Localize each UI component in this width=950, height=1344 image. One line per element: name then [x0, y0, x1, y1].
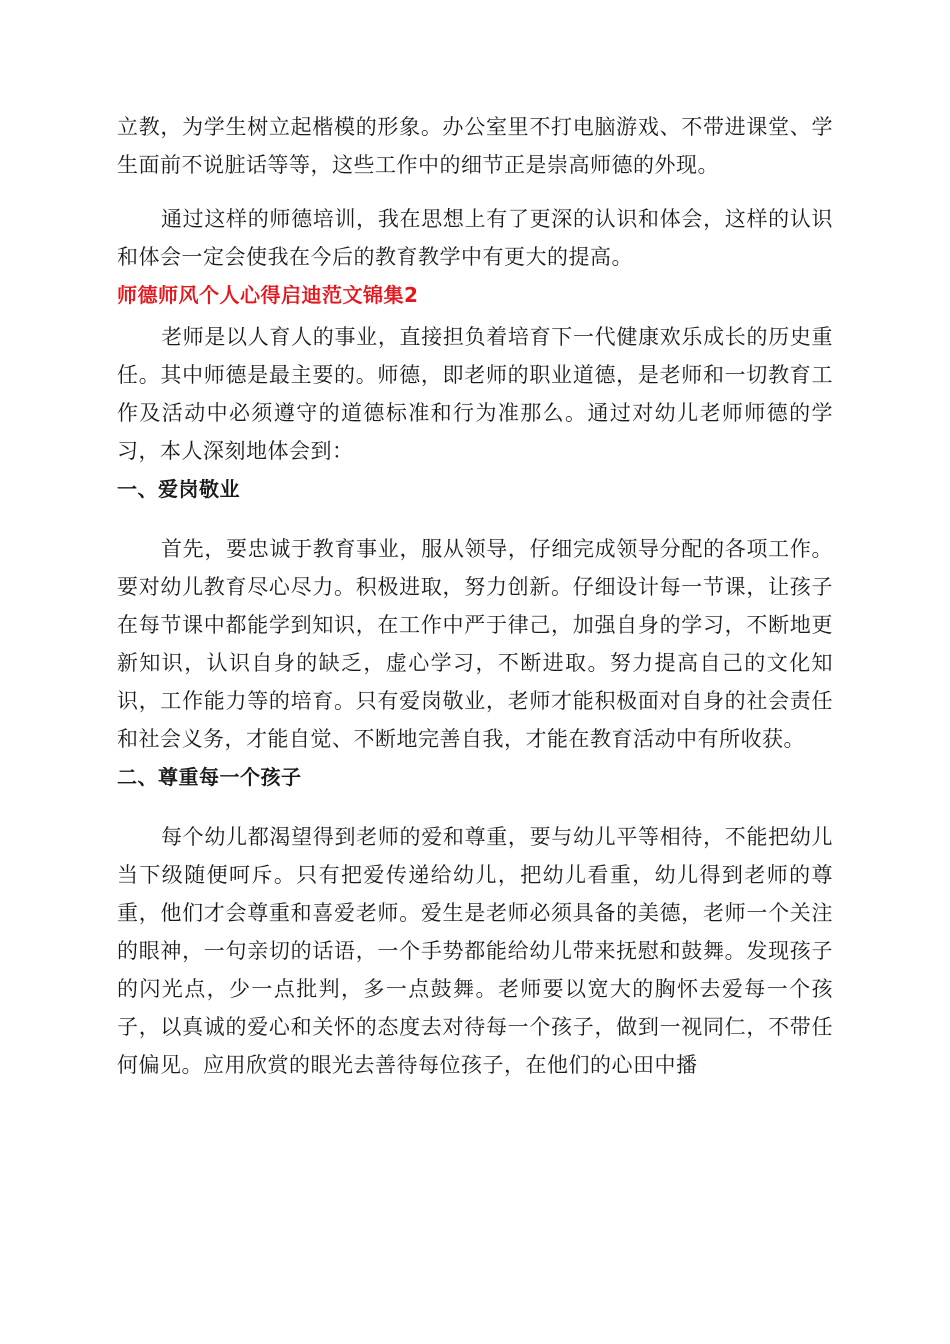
paragraph-section-1: 首先，要忠诚于教育事业，服从领导，仔细完成领导分配的各项工作。要对幼儿教育尽心尽力。积极进取，努力创新。仔细设计每一节课，让孩子在每节课中都能学到知识，在工作中严于律己，加强自身的学习，不断地更新知识，认识自身的缺乏，虚心学习，不断进取。努力提高自己的文化知识，工作能力等的培育。只有爱岗敬业，老师才能积极面对自身的社会责任和社会义务，才能自觉、不断地完善自我，才能在教育活动中有所收获。: [117, 537, 833, 751]
section-heading-1: 一、爱岗敬业: [117, 477, 240, 501]
paragraph-summary: 通过这样的师德培训，我在思想上有了更深的认识和体会，这样的认识和体会一定会使我在今后的教育教学中有更大的提高。: [117, 207, 833, 269]
paragraph-intro: 老师是以人育人的事业，直接担负着培育下一代健康欢乐成长的历史重任。其中师德是最主要的。师德，即老师的职业道德，是老师和一切教育工作及活动中必须遵守的道德标准和行为准那么。通过对幼儿老师师德的学习，本人深刻地体会到：: [117, 325, 833, 463]
section-heading-2: 二、尊重每一个孩子: [117, 765, 302, 789]
paragraph-continued: 立教，为学生树立起楷模的形象。办公室里不打电脑游戏、不带进课堂、学生面前不说脏话等等，这些工作中的细节正是崇高师德的外现。: [117, 115, 833, 177]
document-body: [117, 108, 833, 1084]
article-heading: 师德师风个人心得启迪范文锦集2: [117, 283, 419, 307]
paragraph-section-2: 每个幼儿都渴望得到老师的爱和尊重，要与幼儿平等相待，不能把幼儿当下级随便呵斥。只有把爱传递给幼儿，把幼儿看重，幼儿得到老师的尊重，他们才会尊重和喜爱老师。爱生是老师必须具备的美德，老师一个关注的眼神，一句亲切的话语，一个手势都能给幼儿带来抚慰和鼓舞。发现孩子的闪光点，少一点批判，多一点鼓舞。老师要以宽大的胸怀去爱每一个孩子，以真诚的爱心和关怀的态度去对待每一个孩子，做到一视同仁，不带任何偏见。应用欣赏的眼光去善待每位孩子，在他们的心田中播: [117, 825, 833, 1077]
